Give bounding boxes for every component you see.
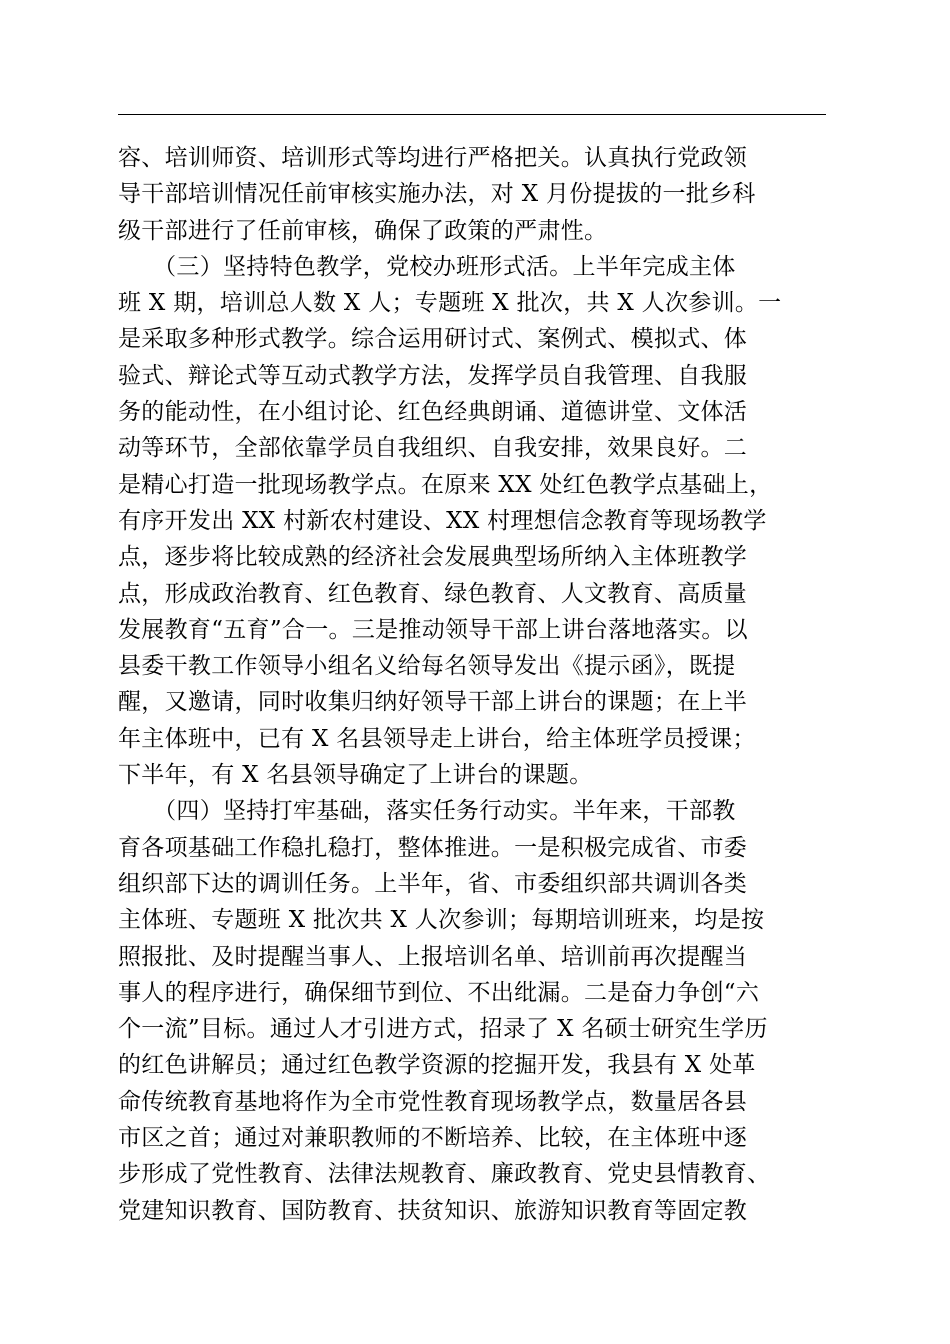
text-line: 市区之首；通过对兼职教师的不断培养、比较，在主体班中逐 [118, 1125, 748, 1152]
text-line: 级干部进行了任前审核，确保了政策的严肃性。 [118, 217, 608, 244]
text-line: 组织部下达的调训任务。上半年，省、市委组织部共调训各类 [118, 870, 748, 897]
text-line: 务的能动性，在小组讨论、红色经典朗诵、道德讲堂、文体活 [118, 399, 748, 426]
header-rule [118, 114, 826, 115]
text-line: 容、培训师资、培训形式等均进行严格把关。认真执行党政领 [118, 145, 748, 171]
text-line: 县委干教工作领导小组名义给每名领导发出《提示函》，既提 [118, 653, 736, 680]
text-line: 醒，又邀请，同时收集归纳好领导干部上讲台的课题；在上半 [118, 689, 748, 716]
text-line: 事人的程序进行，确保细节到位、不出纰漏。二是奋力争创“六 [118, 979, 760, 1006]
text-line: 步形成了党性教育、法律法规教育、廉政教育、党史县情教育、 [118, 1161, 771, 1188]
text-line: 动等环节，全部依靠学员自我组织、自我安排，效果良好。二 [118, 435, 748, 462]
text-line: 党建知识教育、国防教育、扶贫知识、旅游知识教育等固定教 [118, 1197, 748, 1224]
text-line: （三）坚持特色教学，党校办班形式活。上半年完成主体 [118, 253, 736, 280]
text-line: 验式、辩论式等互动式教学方法，发挥学员自我管理、自我服 [118, 362, 748, 389]
text-line: 的红色讲解员；通过红色教学资源的挖掘开发，我县有 X 处革 [118, 1052, 756, 1079]
text-line: 个一流”目标。通过人才引进方式，招录了 X 名硕士研究生学历 [118, 1016, 768, 1043]
text-line: 有序开发出 XX 村新农村建设、XX 村理想信念教育等现场教学 [118, 507, 767, 534]
text-line: 是采取多种形式教学。综合运用研讨式、案例式、模拟式、体 [118, 326, 748, 353]
text-line: 发展教育“五育”合一。三是推动领导干部上讲台落地落实。以 [118, 616, 748, 643]
text-line: 是精心打造一批现场教学点。在原来 XX 处红色教学点基础上， [118, 471, 773, 498]
text-line: 命传统教育基地将作为全市党性教育现场教学点，数量居各县 [118, 1088, 748, 1115]
text-line: 主体班、专题班 X 批次共 X 人次参训；每期培训班来，均是按 [118, 907, 765, 934]
text-line: 点，形成政治教育、红色教育、绿色教育、人文教育、高质量 [118, 580, 748, 607]
text-line: 下半年，有 X 名县领导确定了上讲台的课题。 [118, 762, 593, 789]
text-line: 照报批、及时提醒当事人、上报培训名单、培训前再次提醒当 [118, 943, 748, 970]
text-line: （四）坚持打牢基础，落实任务行动实。半年来，干部教 [118, 798, 736, 825]
body-text [118, 140, 838, 1229]
text-line: 育各项基础工作稳扎稳打，整体推进。一是积极完成省、市委 [118, 834, 748, 861]
text-line: 点，逐步将比较成熟的经济社会发展典型场所纳入主体班教学 [118, 544, 748, 571]
text-line: 年主体班中，已有 X 名县领导走上讲台，给主体班学员授课； [118, 725, 756, 752]
text-line: 导干部培训情况任前审核实施办法，对 X 月份提拔的一批乡科 [118, 181, 756, 208]
text-line: 班 X 期，培训总人数 X 人；专题班 X 批次，共 X 人次参训。一 [118, 290, 782, 317]
